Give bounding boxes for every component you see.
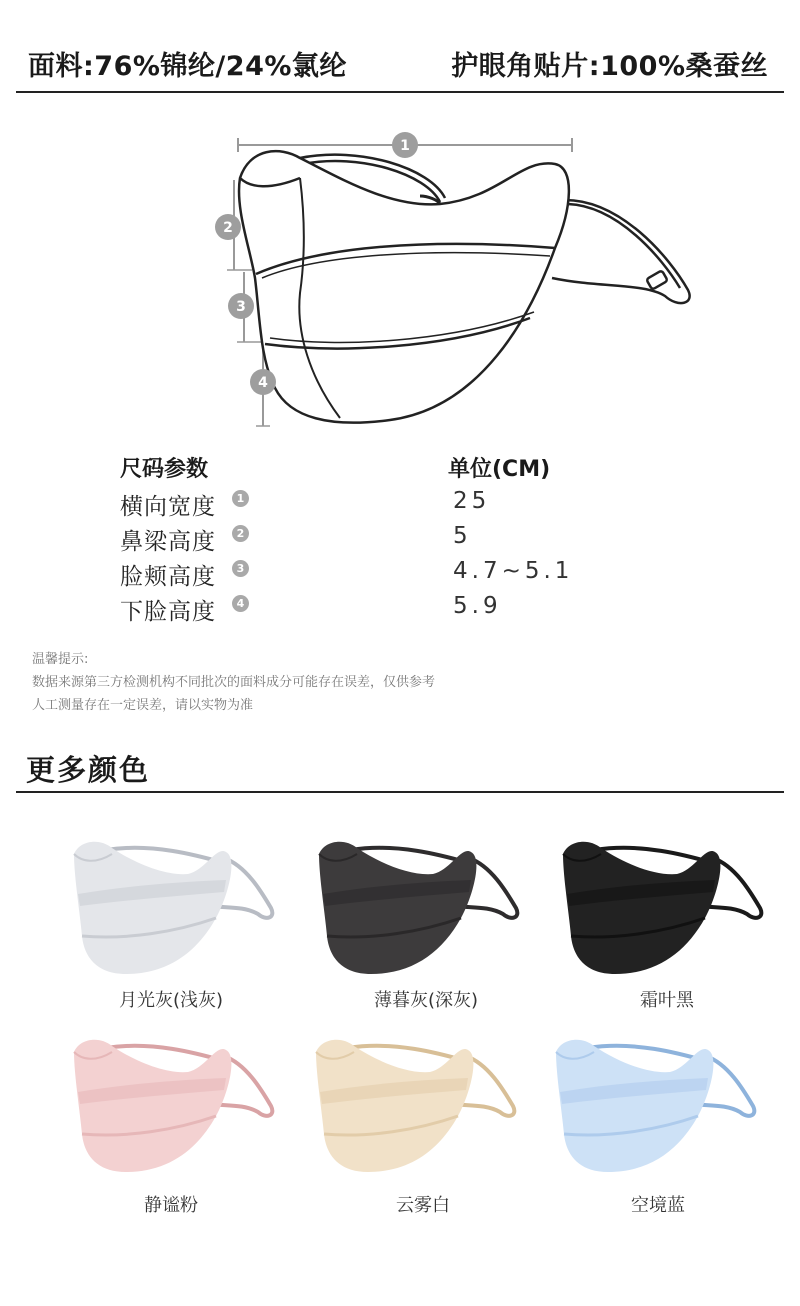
size-table-header-unit: 单位(CM) <box>448 457 551 482</box>
size-row-label: 鼻梁高度 <box>120 529 216 555</box>
color-swatch-label: 薄暮灰(深灰) <box>373 990 479 1011</box>
material-eye-patch: 护眼角贴片:100%桑蚕丝 <box>451 51 768 82</box>
size-row-chin <box>120 593 680 627</box>
color-swatch[interactable] <box>548 1034 768 1224</box>
mask-image <box>311 836 531 986</box>
size-row-width <box>120 488 680 522</box>
color-swatch[interactable] <box>66 836 286 1026</box>
marker-badge: 3 <box>232 560 249 577</box>
svg-text:3: 3 <box>236 299 246 315</box>
marker-badge: 1 <box>232 490 249 507</box>
color-swatch-label: 云雾白 <box>396 1195 450 1216</box>
svg-text:1: 1 <box>400 138 410 154</box>
mask-size-diagram <box>200 118 720 438</box>
svg-text:2: 2 <box>223 220 233 236</box>
color-swatch-label: 霜叶黑 <box>640 990 694 1011</box>
color-swatch-label: 静谧粉 <box>144 1195 198 1216</box>
mask-image <box>66 836 286 986</box>
notes-title: 温馨提示: <box>32 652 89 667</box>
material-fabric: 面料:76%锦纶/24%氯纶 <box>28 51 347 82</box>
marker-2 <box>215 214 241 240</box>
size-row-label: 横向宽度 <box>120 494 216 520</box>
color-swatch[interactable] <box>308 1034 528 1224</box>
color-swatch[interactable] <box>66 1034 286 1224</box>
size-row-value: 5.9 <box>453 593 502 619</box>
notes-line-2: 人工测量存在一定误差，请以实物为准 <box>32 698 254 713</box>
marker-1 <box>392 132 418 158</box>
size-row-value: 25 <box>453 488 491 514</box>
color-swatch[interactable] <box>555 836 775 1026</box>
size-row-cheek <box>120 558 680 592</box>
size-row-value: 4.7~5.1 <box>453 558 574 584</box>
size-row-nose <box>120 523 680 557</box>
size-row-label: 下脸高度 <box>120 599 216 625</box>
color-swatch-label: 空境蓝 <box>631 1195 685 1216</box>
mask-image <box>308 1034 528 1184</box>
header-divider <box>16 91 784 93</box>
marker-3 <box>228 293 254 319</box>
notes <box>32 648 435 717</box>
size-row-label: 脸颊高度 <box>120 564 216 590</box>
more-colors-title: 更多颜色 <box>26 753 151 787</box>
size-table-header-label: 尺码参数 <box>120 457 209 482</box>
marker-4 <box>250 369 276 395</box>
notes-line-1: 数据来源第三方检测机构不同批次的面料成分可能存在误差，仅供参考 <box>32 675 436 690</box>
mask-image <box>548 1034 768 1184</box>
marker-badge: 4 <box>232 595 249 612</box>
color-swatch[interactable] <box>311 836 531 1026</box>
size-row-value: 5 <box>453 523 472 549</box>
mask-image <box>66 1034 286 1184</box>
more-colors-divider <box>16 791 784 793</box>
svg-text:4: 4 <box>258 375 268 391</box>
marker-badge: 2 <box>232 525 249 542</box>
mask-image <box>555 836 775 986</box>
color-swatch-label: 月光灰(浅灰) <box>118 990 224 1011</box>
